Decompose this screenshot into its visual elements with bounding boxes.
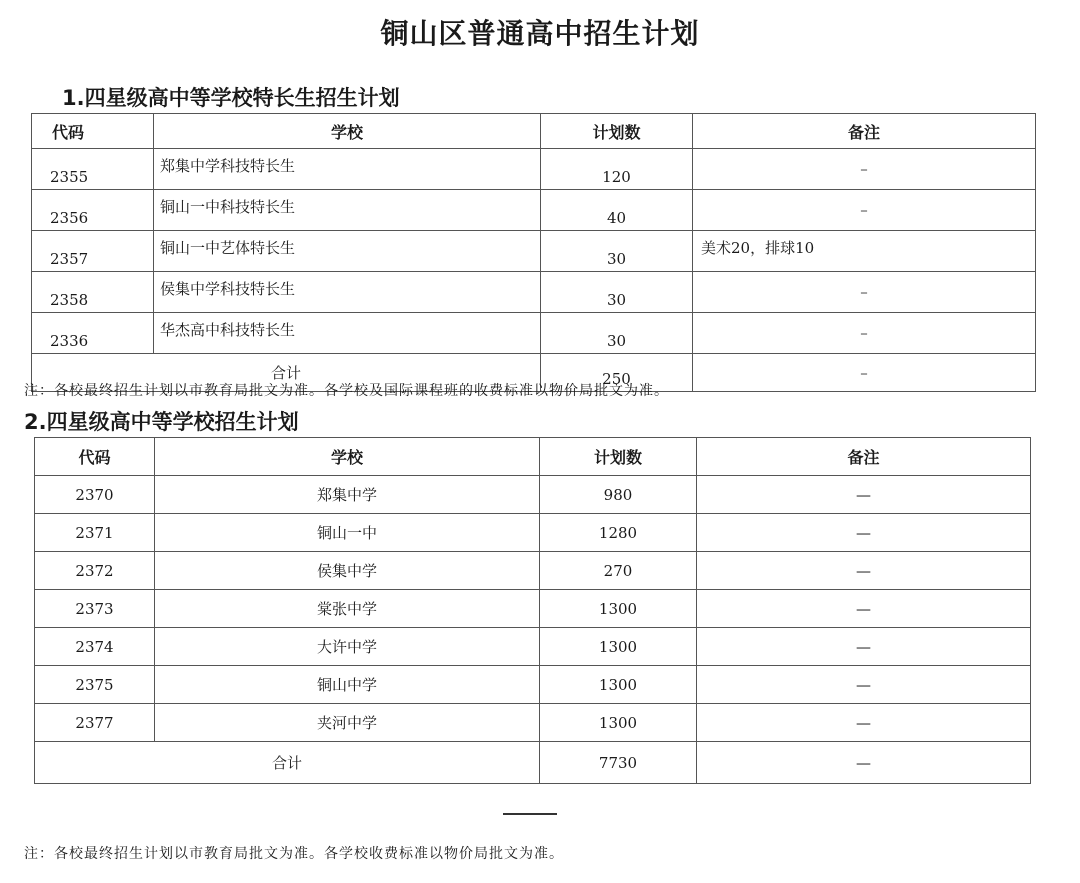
cell-count: 980 bbox=[540, 476, 697, 514]
cell-code: 2356 bbox=[32, 190, 154, 231]
total-count: 7730 bbox=[540, 742, 697, 784]
cell-code: 2372 bbox=[35, 552, 155, 590]
cell-note: — bbox=[697, 628, 1031, 666]
header-note: 备注 bbox=[697, 438, 1031, 476]
cell-code: 2377 bbox=[35, 704, 155, 742]
cell-code: 2370 bbox=[35, 476, 155, 514]
header-school: 学校 bbox=[155, 438, 540, 476]
cell-count: 120 bbox=[541, 149, 693, 190]
specialty-plan-table bbox=[31, 113, 1036, 392]
cell-school: 华杰高中科技特长生 bbox=[154, 313, 541, 354]
header-count: 计划数 bbox=[540, 438, 697, 476]
cell-count: 30 bbox=[541, 313, 693, 354]
cell-school: 大许中学 bbox=[155, 628, 540, 666]
cell-code: 2358 bbox=[32, 272, 154, 313]
cell-code: 2374 bbox=[35, 628, 155, 666]
cell-note: 美术20，排球10 bbox=[693, 231, 1036, 272]
cell-note: — bbox=[697, 552, 1031, 590]
section2-heading: 2.四星级高中等学校招生计划 bbox=[24, 410, 299, 434]
table-row bbox=[32, 231, 1036, 272]
cell-count: 30 bbox=[541, 231, 693, 272]
total-note: – bbox=[693, 354, 1036, 392]
total-count: 250 bbox=[541, 354, 693, 392]
cell-note: – bbox=[693, 149, 1036, 190]
table-total-row bbox=[35, 742, 1031, 784]
header-note: 备注 bbox=[693, 114, 1036, 149]
total-label: 合计 bbox=[35, 742, 540, 784]
cell-code: 2371 bbox=[35, 514, 155, 552]
cell-count: 1300 bbox=[540, 628, 697, 666]
table-row bbox=[32, 272, 1036, 313]
cell-count: 30 bbox=[541, 272, 693, 313]
cell-code: 2355 bbox=[32, 149, 154, 190]
cell-count: 1280 bbox=[540, 514, 697, 552]
general-plan-table bbox=[34, 437, 1031, 784]
table-row bbox=[35, 590, 1031, 628]
cell-note: — bbox=[697, 704, 1031, 742]
cell-school: 郑集中学科技特长生 bbox=[154, 149, 541, 190]
table-row bbox=[35, 552, 1031, 590]
table-row bbox=[32, 313, 1036, 354]
table-row bbox=[35, 628, 1031, 666]
table-row bbox=[32, 190, 1036, 231]
table-header-row bbox=[35, 438, 1031, 476]
total-label: 合计 bbox=[32, 354, 541, 392]
cell-count: 270 bbox=[540, 552, 697, 590]
cell-code: 2373 bbox=[35, 590, 155, 628]
cell-school: 侯集中学科技特长生 bbox=[154, 272, 541, 313]
cell-code: 2375 bbox=[35, 666, 155, 704]
cell-school: 郑集中学 bbox=[155, 476, 540, 514]
cell-count: 1300 bbox=[540, 590, 697, 628]
table-header-row bbox=[32, 114, 1036, 149]
cell-school: 铜山一中 bbox=[155, 514, 540, 552]
cell-code: 2336 bbox=[32, 313, 154, 354]
table-row bbox=[32, 149, 1036, 190]
cell-note: – bbox=[693, 190, 1036, 231]
page-title: 铜山区普通高中招生计划 bbox=[380, 17, 700, 50]
cell-school: 铜山一中科技特长生 bbox=[154, 190, 541, 231]
cell-count: 40 bbox=[541, 190, 693, 231]
header-school: 学校 bbox=[154, 114, 541, 149]
cell-school: 铜山一中艺体特长生 bbox=[154, 231, 541, 272]
table-row bbox=[35, 666, 1031, 704]
cell-note: — bbox=[697, 514, 1031, 552]
header-count: 计划数 bbox=[541, 114, 693, 149]
total-note: — bbox=[697, 742, 1031, 784]
cell-code: 2357 bbox=[32, 231, 154, 272]
cell-note: — bbox=[697, 590, 1031, 628]
header-code: 代码 bbox=[35, 438, 155, 476]
header-code: 代码 bbox=[32, 114, 154, 149]
table-row bbox=[35, 476, 1031, 514]
cell-school: 铜山中学 bbox=[155, 666, 540, 704]
cell-count: 1300 bbox=[540, 666, 697, 704]
cell-note: — bbox=[697, 666, 1031, 704]
table-row bbox=[35, 514, 1031, 552]
section1-heading: 1.四星级高中等学校特长生招生计划 bbox=[62, 86, 400, 110]
table-row bbox=[35, 704, 1031, 742]
section2-footnote: 注：各校最终招生计划以市教育局批文为准。各学校收费标准以物价局批文为准。 bbox=[24, 846, 564, 862]
section1-footnote: 注：各校最终招生计划以市教育局批文为准。各学校及国际课程班的收费标准以物价局批文为准。 bbox=[24, 383, 669, 399]
cell-note: – bbox=[693, 313, 1036, 354]
cell-school: 棠张中学 bbox=[155, 590, 540, 628]
divider-line bbox=[503, 813, 557, 815]
cell-note: — bbox=[697, 476, 1031, 514]
cell-school: 侯集中学 bbox=[155, 552, 540, 590]
cell-count: 1300 bbox=[540, 704, 697, 742]
cell-school: 夹河中学 bbox=[155, 704, 540, 742]
cell-note: – bbox=[693, 272, 1036, 313]
